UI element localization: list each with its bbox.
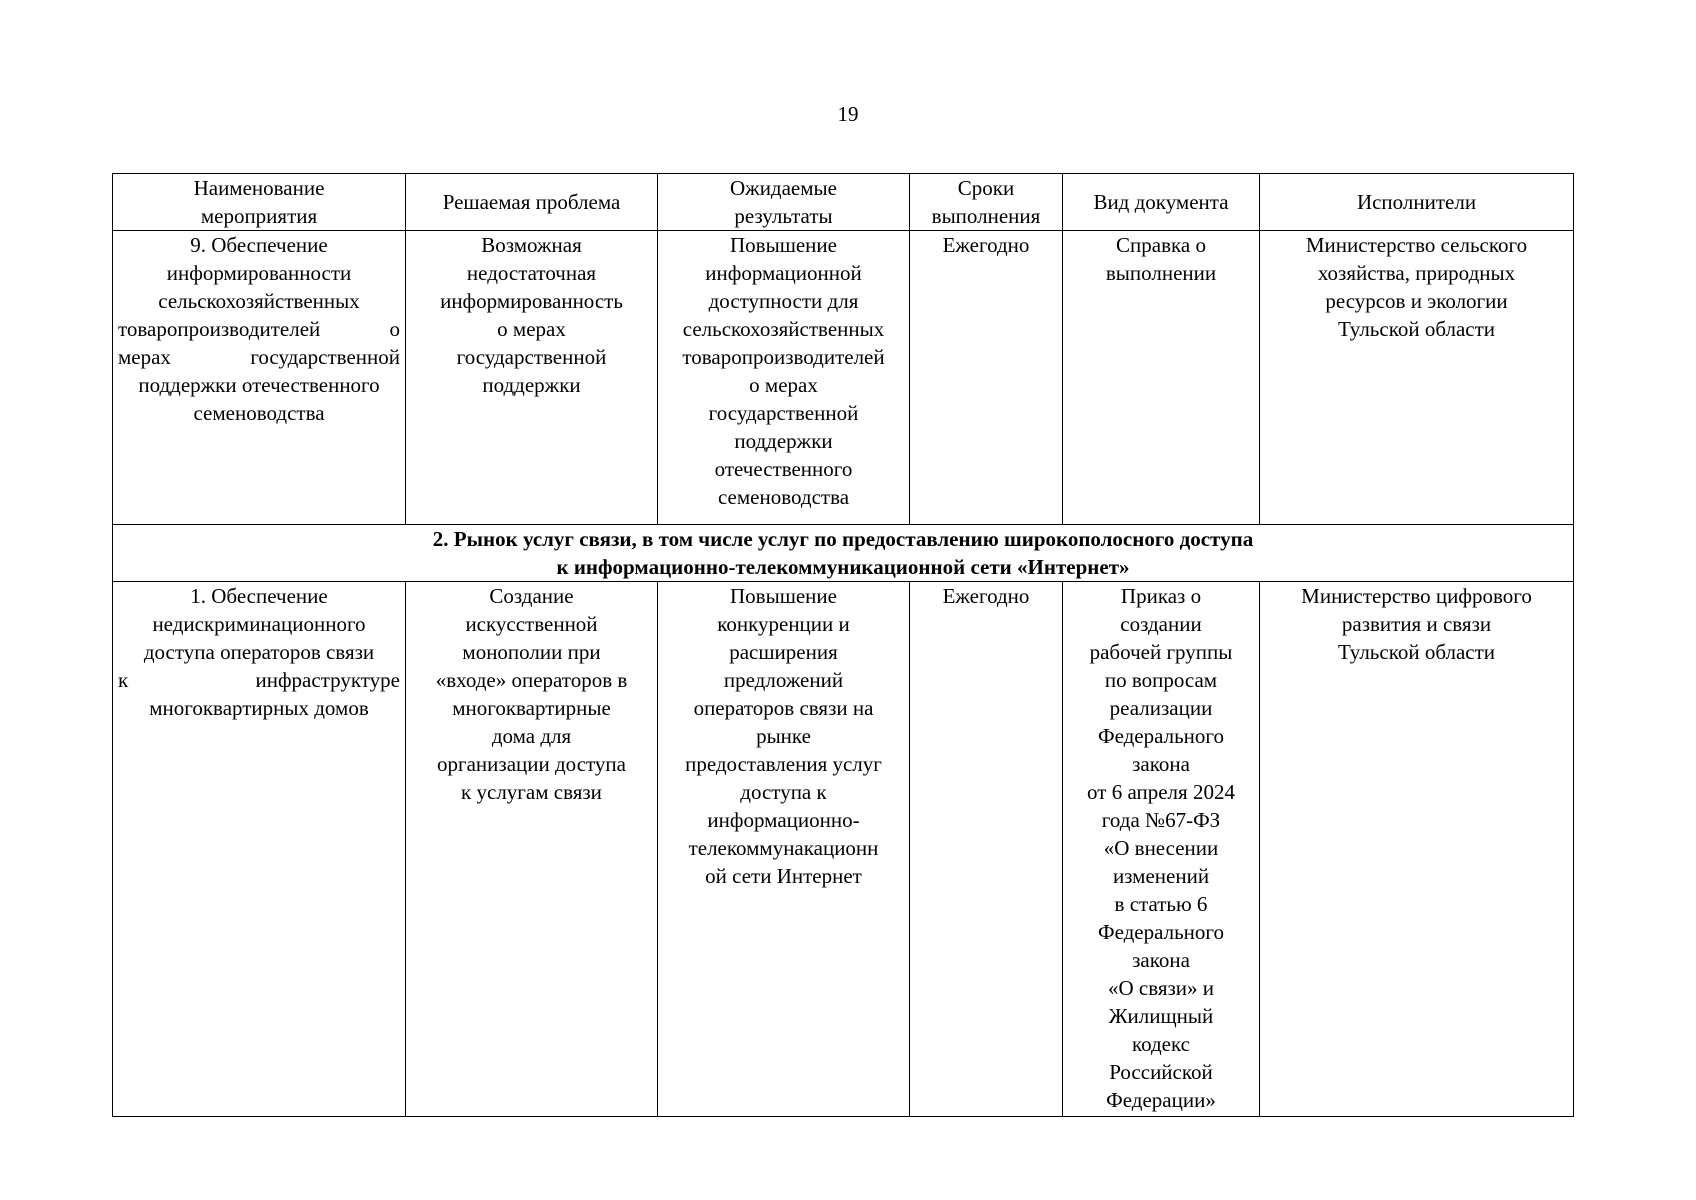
measure-name-cell: 9. Обеспечение информированности сельскохозяйственных товаропроизводителей о мерах государственной поддержки отечественного семеноводства bbox=[113, 231, 406, 525]
results-cell: Повышение конкуренции и расширения предложений операторов связи на рынке предоставления услуг доступа к информационно- телекоммунакационн ой сети Интернет bbox=[658, 582, 910, 1117]
table-row bbox=[113, 231, 1574, 525]
doc-type-cell: Приказ о создании рабочей группы по вопросам реализации Федерального закона от 6 апреля 2024 года №67-ФЗ «О внесении изменений в статью 6 Федерального закона «О связи» и Жилищный кодекс Российской Федерации» bbox=[1063, 582, 1260, 1117]
doc-type-cell: Справка о выполнении bbox=[1063, 231, 1260, 525]
measures-table bbox=[112, 173, 1574, 1117]
terms-cell: Ежегодно bbox=[910, 582, 1063, 1117]
executors-cell: Министерство сельского хозяйства, природных ресурсов и экологии Тульской области bbox=[1260, 231, 1574, 525]
page-number: 19 bbox=[837, 102, 859, 126]
header-problem: Решаемая проблема bbox=[406, 174, 658, 231]
table-header-row bbox=[113, 174, 1574, 231]
section-heading-row bbox=[113, 525, 1574, 582]
header-name: Наименование мероприятия bbox=[113, 174, 406, 231]
problem-cell: Создание искусственной монополии при «входе» операторов в многоквартирные дома для организации доступа к услугам связи bbox=[406, 582, 658, 1117]
executors-cell: Министерство цифрового развития и связи Тульской области bbox=[1260, 582, 1574, 1117]
terms-cell: Ежегодно bbox=[910, 231, 1063, 525]
header-terms: Сроки выполнения bbox=[910, 174, 1063, 231]
section-heading: 2. Рынок услуг связи, в том числе услуг по предоставлению широкополосного доступа к информационно-телекоммуникационной сети «Интернет» bbox=[113, 525, 1574, 582]
results-cell: Повышение информационной доступности для сельскохозяйственных товаропроизводителей о мерах государственной поддержки отечественного семеноводства bbox=[658, 231, 910, 525]
measure-name-cell: 1. Обеспечение недискриминационного доступа операторов связи к инфраструктуре многоквартирных домов bbox=[113, 582, 406, 1117]
problem-cell: Возможная недостаточная информированность о мерах государственной поддержки bbox=[406, 231, 658, 525]
table-row bbox=[113, 582, 1574, 1117]
header-results: Ожидаемые результаты bbox=[658, 174, 910, 231]
header-doc-type: Вид документа bbox=[1063, 174, 1260, 231]
header-executors: Исполнители bbox=[1260, 174, 1574, 231]
